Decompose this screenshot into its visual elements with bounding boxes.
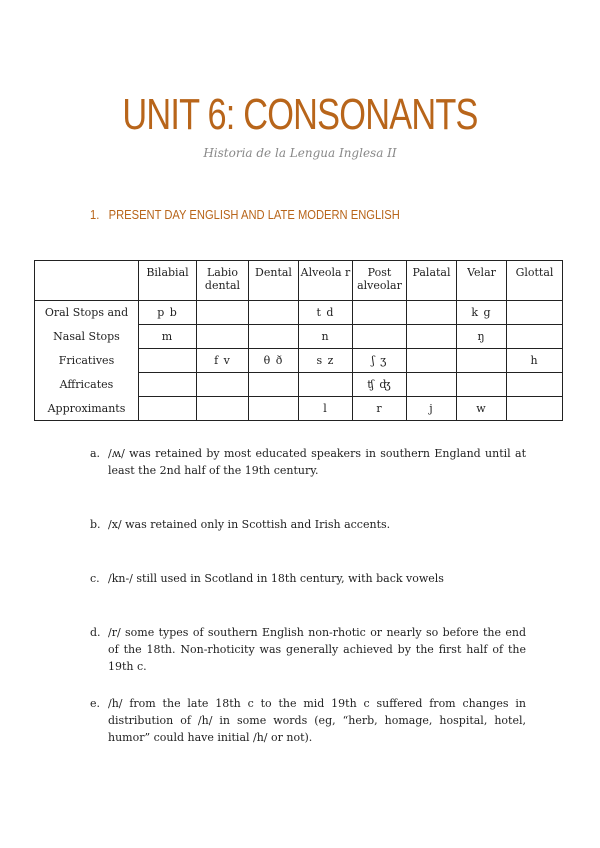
table-cell: ʃ ʒ bbox=[353, 349, 407, 373]
table-cell bbox=[353, 325, 407, 349]
table-row bbox=[35, 397, 563, 421]
table-cell bbox=[407, 349, 457, 373]
table-cell bbox=[249, 301, 299, 325]
table-cell: s z bbox=[299, 349, 353, 373]
table-cell bbox=[507, 325, 563, 349]
list-marker: e. bbox=[90, 697, 101, 710]
table-row bbox=[35, 325, 563, 349]
table-cell bbox=[249, 373, 299, 397]
row-label: Oral Stops and bbox=[35, 301, 139, 325]
table-cell: h bbox=[507, 349, 563, 373]
list-text: /r/ some types of southern English non-rhotic or nearly so before the end of the 18th. Non-rhoticity was generally achieved by the first half of the 19th c. bbox=[108, 626, 526, 673]
table-cell bbox=[249, 397, 299, 421]
table-header-cell: Palatal bbox=[407, 261, 457, 301]
page-title: UNIT 6: CONSONANTS bbox=[122, 90, 478, 139]
table-header-cell bbox=[35, 261, 139, 301]
table-cell: l bbox=[299, 397, 353, 421]
table-cell: t d bbox=[299, 301, 353, 325]
list-item bbox=[90, 695, 526, 746]
table-row bbox=[35, 373, 563, 397]
table-header-cell: Dental bbox=[249, 261, 299, 301]
table-cell: m bbox=[139, 325, 197, 349]
table-cell bbox=[139, 373, 197, 397]
table-cell bbox=[507, 397, 563, 421]
table-cell bbox=[407, 301, 457, 325]
page-subtitle: Historia de la Lengua Inglesa II bbox=[203, 146, 397, 160]
table-cell: ŋ bbox=[457, 325, 507, 349]
table-header-cell: Labio dental bbox=[197, 261, 249, 301]
list-text: /h/ from the late 18th c to the mid 19th c suffered from changes in distribution of /h/ in some words (eg, “herb, homage, hospital, hotel, humor” could have initial /h/ or not). bbox=[108, 697, 526, 744]
row-label: Nasal Stops bbox=[35, 325, 139, 349]
list-item bbox=[90, 516, 526, 533]
list-marker: b. bbox=[90, 518, 101, 531]
row-label: Fricatives bbox=[35, 349, 139, 373]
table-header-cell: Bilabial bbox=[139, 261, 197, 301]
list-text: /ʍ/ was retained by most educated speakers in southern England until at least the 2nd half of the 19th century. bbox=[108, 447, 526, 477]
table-cell bbox=[407, 373, 457, 397]
table-cell bbox=[507, 301, 563, 325]
table-row bbox=[35, 349, 563, 373]
table-header-cell: Post alveolar bbox=[353, 261, 407, 301]
list-item bbox=[90, 624, 526, 675]
table-header-cell: Velar bbox=[457, 261, 507, 301]
table-cell bbox=[507, 373, 563, 397]
table-cell: θ ð bbox=[249, 349, 299, 373]
consonant-table bbox=[34, 260, 563, 421]
table-cell bbox=[197, 325, 249, 349]
table-row bbox=[35, 301, 563, 325]
section-number: 1. bbox=[90, 207, 100, 222]
list-item bbox=[90, 570, 526, 587]
list-text: /kn-/ still used in Scotland in 18th century, with back vowels bbox=[108, 572, 444, 585]
table-cell: k g bbox=[457, 301, 507, 325]
list-text: /x/ was retained only in Scottish and Irish accents. bbox=[108, 518, 391, 531]
table-header-row bbox=[35, 261, 563, 301]
list-marker: a. bbox=[90, 447, 101, 460]
table-cell: j bbox=[407, 397, 457, 421]
table-cell bbox=[249, 325, 299, 349]
row-label: Affricates bbox=[35, 373, 139, 397]
row-label: Approximants bbox=[35, 397, 139, 421]
table-cell bbox=[353, 301, 407, 325]
table-cell bbox=[457, 373, 507, 397]
list-marker: d. bbox=[90, 626, 101, 639]
table-cell bbox=[299, 373, 353, 397]
table-cell bbox=[407, 325, 457, 349]
table-cell bbox=[197, 397, 249, 421]
table-cell: p b bbox=[139, 301, 197, 325]
table-cell bbox=[197, 373, 249, 397]
table-cell bbox=[457, 349, 507, 373]
table-cell bbox=[197, 301, 249, 325]
list-item bbox=[90, 445, 526, 479]
table-cell: n bbox=[299, 325, 353, 349]
section-title: PRESENT DAY ENGLISH AND LATE MODERN ENGLISH bbox=[108, 207, 400, 222]
table-cell: r bbox=[353, 397, 407, 421]
list-marker: c. bbox=[90, 572, 100, 585]
table-cell bbox=[139, 397, 197, 421]
table-cell: w bbox=[457, 397, 507, 421]
table-cell: ʧ ʤ bbox=[353, 373, 407, 397]
table-header-cell: Glottal bbox=[507, 261, 563, 301]
table-cell bbox=[139, 349, 197, 373]
section-heading bbox=[90, 207, 400, 222]
table-cell: f v bbox=[197, 349, 249, 373]
table-header-cell: Alveola r bbox=[299, 261, 353, 301]
